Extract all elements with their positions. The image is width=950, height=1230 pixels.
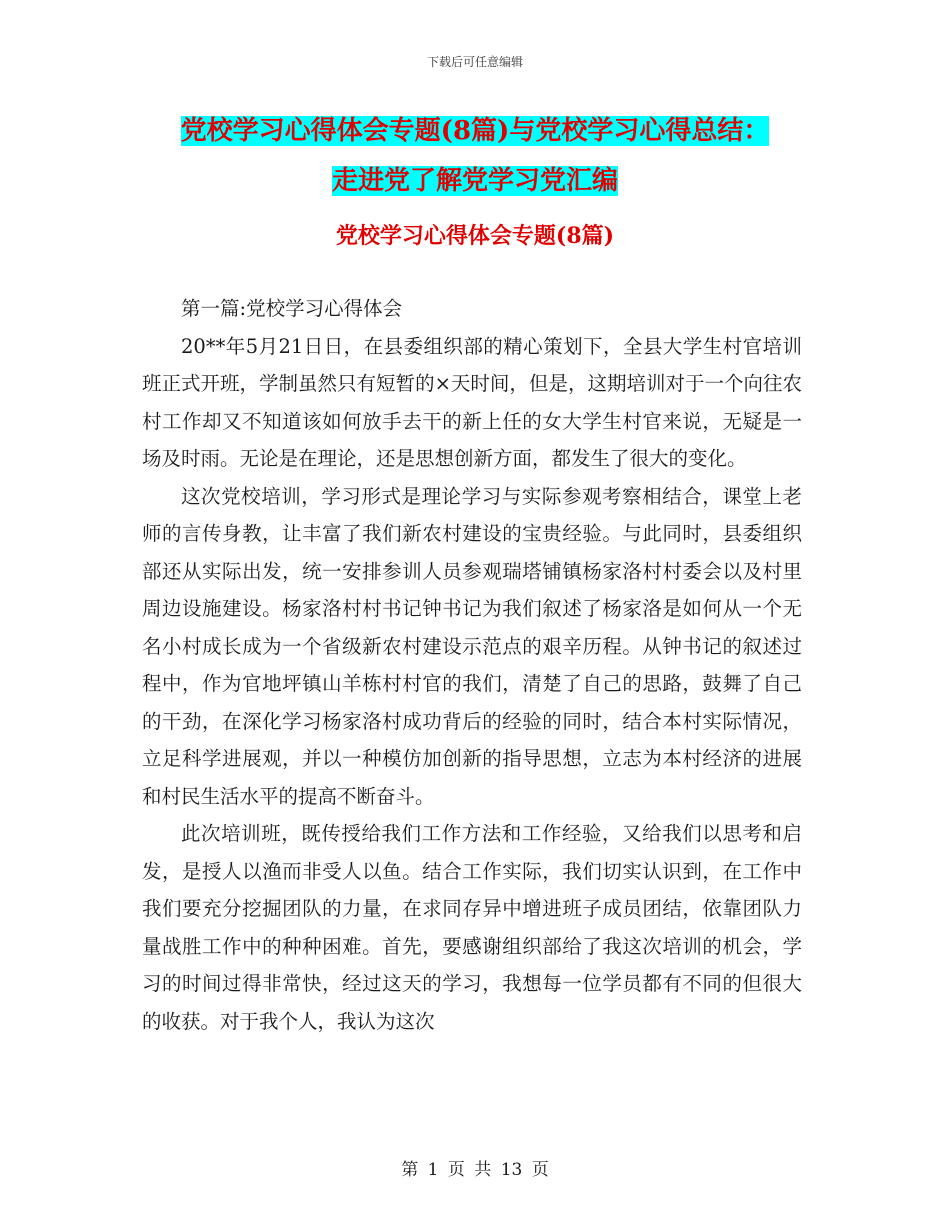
title-line-1: 党校学习心得体会专题(8篇)与党校学习心得总结：	[180, 116, 770, 146]
title-line-2: 走进党了解党学习党汇编	[331, 166, 618, 196]
body-text	[142, 290, 802, 1040]
body-paragraph: 20**年5月21日日，在县委组织部的精心策划下，全县大学生村官培训班正式开班，学制虽然只有短暂的×天时间，但是，这期培训对于一个向往农村工作却又不知道该如何放手去干的新上任的女大学生村官来说，无疑是一场及时雨。无论是在理论，还是思想创新方面，都发生了很大的变化。	[142, 334, 802, 470]
body-paragraph: 此次培训班，既传授给我们工作方法和工作经验，又给我们以思考和启发，是授人以渔而非受人以鱼。结合工作实际，我们切实认识到，在工作中我们要充分挖掘团队的力量，在求同存异中增进班子成员团结，依靠团队力量战胜工作中的种种困难。首先，要感谢组织部给了我这次培训的机会，学习的时间过得非常快，经过这天的学习，我想每一位学员都有不同的但很大的收获。对于我个人，我认为这次	[142, 822, 802, 1033]
section-title: 党校学习心得体会专题(8篇)	[335, 223, 615, 249]
document-title	[0, 106, 950, 206]
subheading-paragraph: 第一篇:党校学习心得体会	[181, 297, 403, 320]
body-paragraph: 这次党校培训，学习形式是理论学习与实际参观考察相结合，课堂上老师的言传身教，让丰富了我们新农村建设的宝贵经验。与此同时，县委组织部还从实际出发，统一安排参训人员参观瑞塔铺镇杨家洛村村委会以及村里周边设施建设。杨家洛村村书记钟书记为我们叙述了杨家洛是如何从一个无名小村成长成为一个省级新农村建设示范点的艰辛历程。从钟书记的叙述过程中，作为官地坪镇山羊栋村村官的我们，清楚了自己的思路，鼓舞了自己的干劲，在深化学习杨家洛村成功背后的经验的同时，结合本村实际情况，立足科学进展观，并以一种模仿加创新的指导思想，立志为本村经济的进展和村民生活水平的提高不断奋斗。	[142, 484, 802, 808]
page-footer: 第 1 页 共 13 页	[401, 1160, 549, 1180]
header-note: 下载后可任意编辑	[426, 55, 523, 69]
